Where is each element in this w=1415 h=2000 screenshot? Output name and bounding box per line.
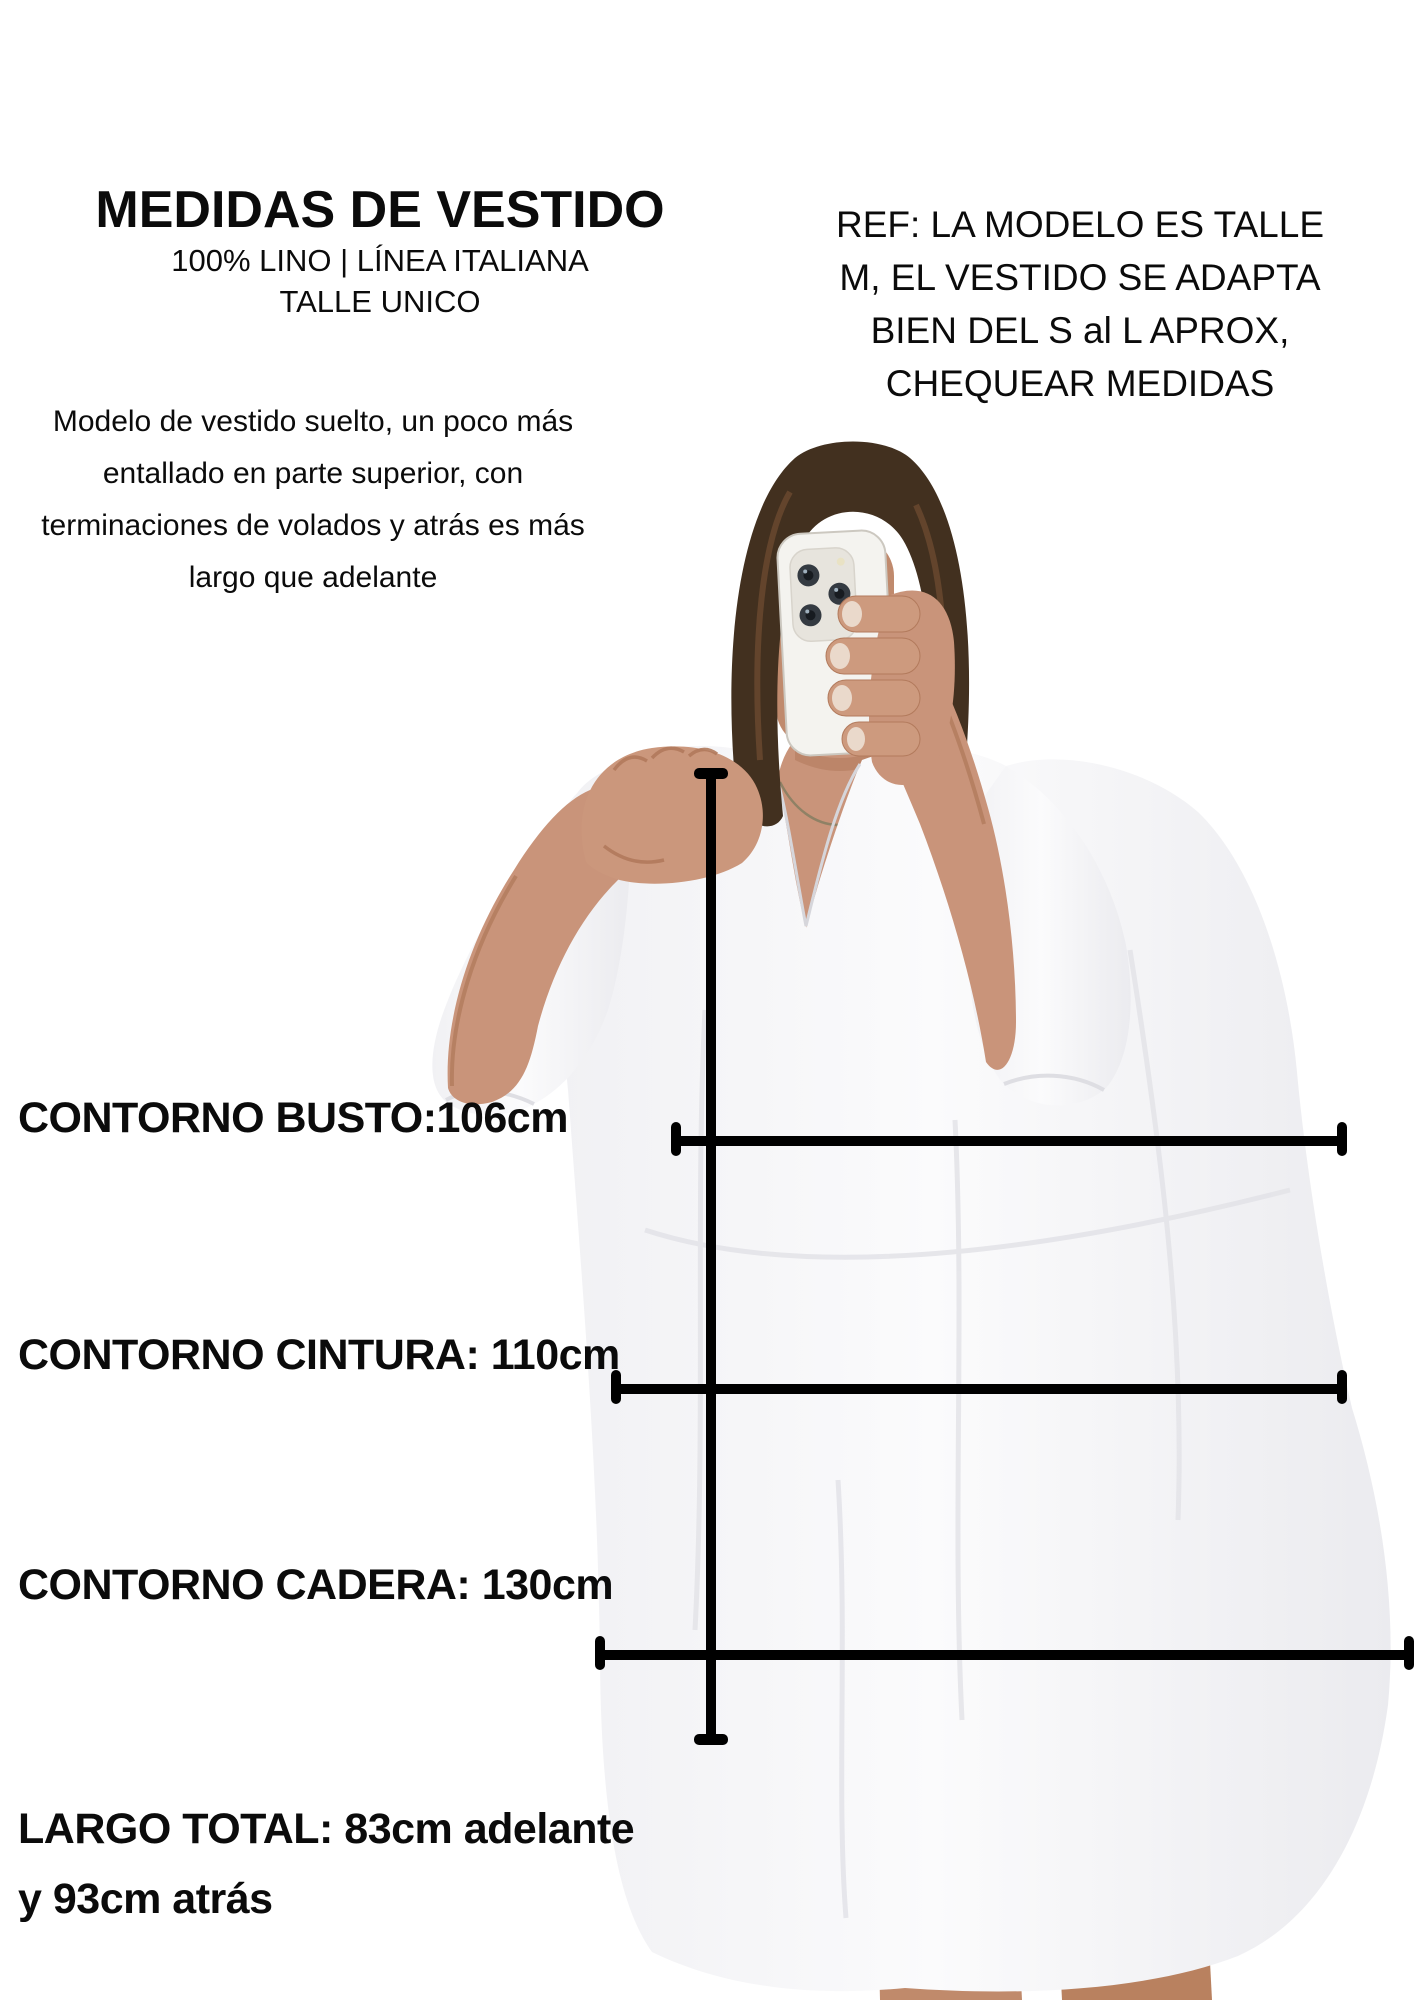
description-line: largo que adelante	[188, 561, 438, 594]
dress-description	[22, 396, 604, 604]
bust-line-bar	[676, 1136, 1343, 1146]
length-label-line2: y 93cm atrás	[18, 1875, 273, 1923]
waist-line-right-cap	[1337, 1370, 1347, 1404]
length-line-bottom-cap	[694, 1734, 728, 1745]
hip-line-bar	[600, 1650, 1410, 1660]
reference-note-line: REF: LA MODELO ES TALLE	[835, 204, 1325, 245]
description-line: Modelo de vestido suelto, un poco más	[52, 405, 574, 438]
subtitle-size: TALLE UNICO	[279, 284, 481, 319]
bust-measurement-label: CONTORNO BUSTO:106cm	[18, 1094, 568, 1142]
hip-line-right-cap	[1404, 1636, 1414, 1670]
length-line-bar	[706, 772, 716, 1740]
reference-note	[800, 198, 1360, 410]
description-line: terminaciones de volados y atrás es más	[41, 509, 585, 542]
hip-measurement-label: CONTORNO CADERA: 130cm	[18, 1561, 614, 1609]
reference-note-line: CHEQUEAR MEDIDAS	[885, 363, 1275, 404]
header-block	[40, 180, 720, 322]
bust-line-right-cap	[1337, 1122, 1347, 1156]
hip-line-left-cap	[595, 1636, 605, 1670]
length-label-line1: LARGO TOTAL: 83cm adelante	[18, 1805, 635, 1853]
length-measurement-label	[18, 1794, 634, 1934]
bust-line-left-cap	[671, 1122, 681, 1156]
reference-note-line: BIEN DEL S al L APROX,	[870, 310, 1290, 351]
subtitle-material: 100% LINO | LÍNEA ITALIANA	[171, 243, 589, 278]
page-title: MEDIDAS DE VESTIDO	[95, 181, 665, 239]
description-line: entallado en parte superior, con	[102, 457, 524, 490]
waist-measurement-label: CONTORNO CINTURA: 110cm	[18, 1331, 620, 1379]
waist-line-bar	[616, 1384, 1343, 1394]
reference-note-line: M, EL VESTIDO SE ADAPTA	[839, 257, 1321, 298]
length-line-top-cap	[694, 768, 728, 779]
pinching-hand	[582, 746, 763, 883]
